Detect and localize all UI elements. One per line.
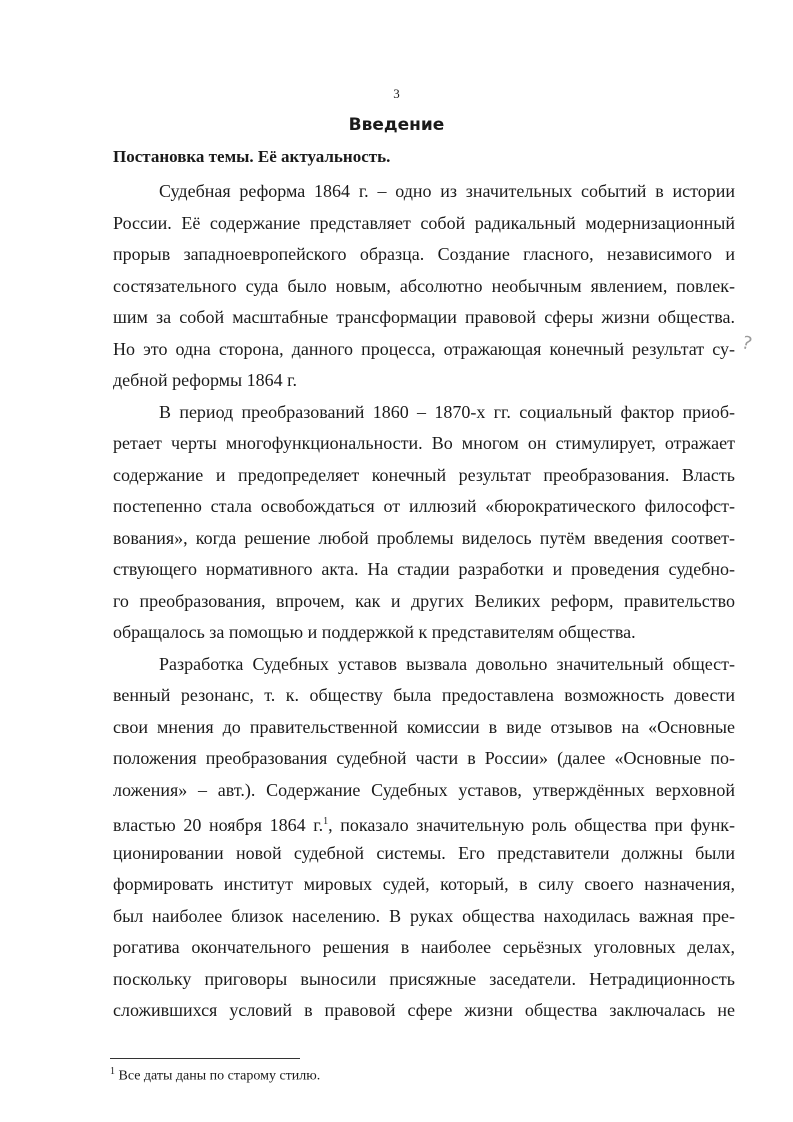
- section-heading: Введение: [348, 115, 445, 135]
- text-fragment: властью 20 ноября 1864 г.: [113, 815, 324, 835]
- text-line: положения преобразования судебной части в России» (далее «Основные по-: [113, 748, 735, 768]
- text-fragment: , показало значительную роль общества при функ-: [328, 815, 736, 835]
- text-line: дебной реформы 1864 г.: [113, 370, 298, 390]
- text-line: вования», когда решение любой проблемы виделось путём введения соответ-: [113, 527, 735, 548]
- text-line: венный резонанс, т. к. обществу была предоставлена возможность довести: [113, 685, 735, 705]
- text-line: прорыв западноевропейского образца. Создание гласного, независимого и: [113, 244, 735, 264]
- text-line: содержание и предопределяет конечный результат преобразования. Власть: [113, 464, 735, 485]
- subsection-heading: Постановка темы. Её актуальность.: [113, 147, 391, 166]
- body-text: [113, 176, 735, 1027]
- text-line: В период преобразований 1860 – 1870-х гг. социальный фактор приоб-: [159, 401, 735, 422]
- text-line: Судебная реформа 1864 г. – одно из значительных событий в истории: [159, 181, 735, 201]
- text-line: формировать институт мировых судей, который, в силу своего назначения,: [113, 874, 735, 894]
- footnote-divider: [110, 1058, 300, 1059]
- text-line: го преобразования, впрочем, как и других Великих реформ, правительство: [113, 590, 735, 611]
- footnote-marker: 1: [110, 1066, 115, 1077]
- page-number: 3: [393, 86, 400, 101]
- footnote: [110, 1066, 320, 1085]
- text-line: рогатива окончательного решения в наиболее серьёзных уголовных делах,: [113, 937, 735, 957]
- text-line: России. Её содержание представляет собой радикальный модернизационный: [113, 212, 735, 233]
- text-line: был наиболее близок населению. В руках общества находилась важная пре-: [113, 905, 735, 926]
- text-line: шим за собой масштабные трансформации правовой сферы жизни общества.: [113, 307, 735, 327]
- text-line: поскольку приговоры выносили присяжные заседатели. Нетрадиционность: [113, 968, 735, 989]
- text-line: ствующего нормативного акта. На стадии разработки и проведения судебно-: [113, 559, 735, 579]
- text-line: свои мнения до правительственной комиссии в виде отзывов на «Основные: [113, 716, 735, 737]
- text-line: Разработка Судебных уставов вызвала довольно значительный общест-: [159, 653, 735, 674]
- text-line: обращалось за помощью и поддержкой к представителям общества.: [113, 622, 636, 642]
- text-line: постепенно стала освобождаться от иллюзий «бюрократического философст-: [113, 496, 735, 516]
- footnote-text: Все даты даны по старому стилю.: [118, 1068, 321, 1084]
- text-line: ложения» – авт.). Содержание Судебных уставов, утверждённых верховной: [113, 779, 735, 800]
- text-line: состязательного суда было новым, абсолютно необычным явлением, повлек-: [113, 275, 735, 296]
- footnote-reference[interactable]: 1: [323, 816, 329, 827]
- text-line: ционировании новой судебной системы. Его представители должны были: [113, 842, 735, 863]
- text-line: Но это одна сторона, данного процесса, отражающая конечный результат су-: [113, 338, 735, 359]
- text-line-with-footnote: [113, 806, 735, 838]
- margin-annotation-mark: ?: [739, 332, 755, 355]
- text-line: сложившихся условий в правовой сфере жизни общества заключалась не: [113, 1000, 735, 1020]
- text-line: ретает черты многофункциональности. Во многом он стимулирует, отражает: [113, 433, 735, 453]
